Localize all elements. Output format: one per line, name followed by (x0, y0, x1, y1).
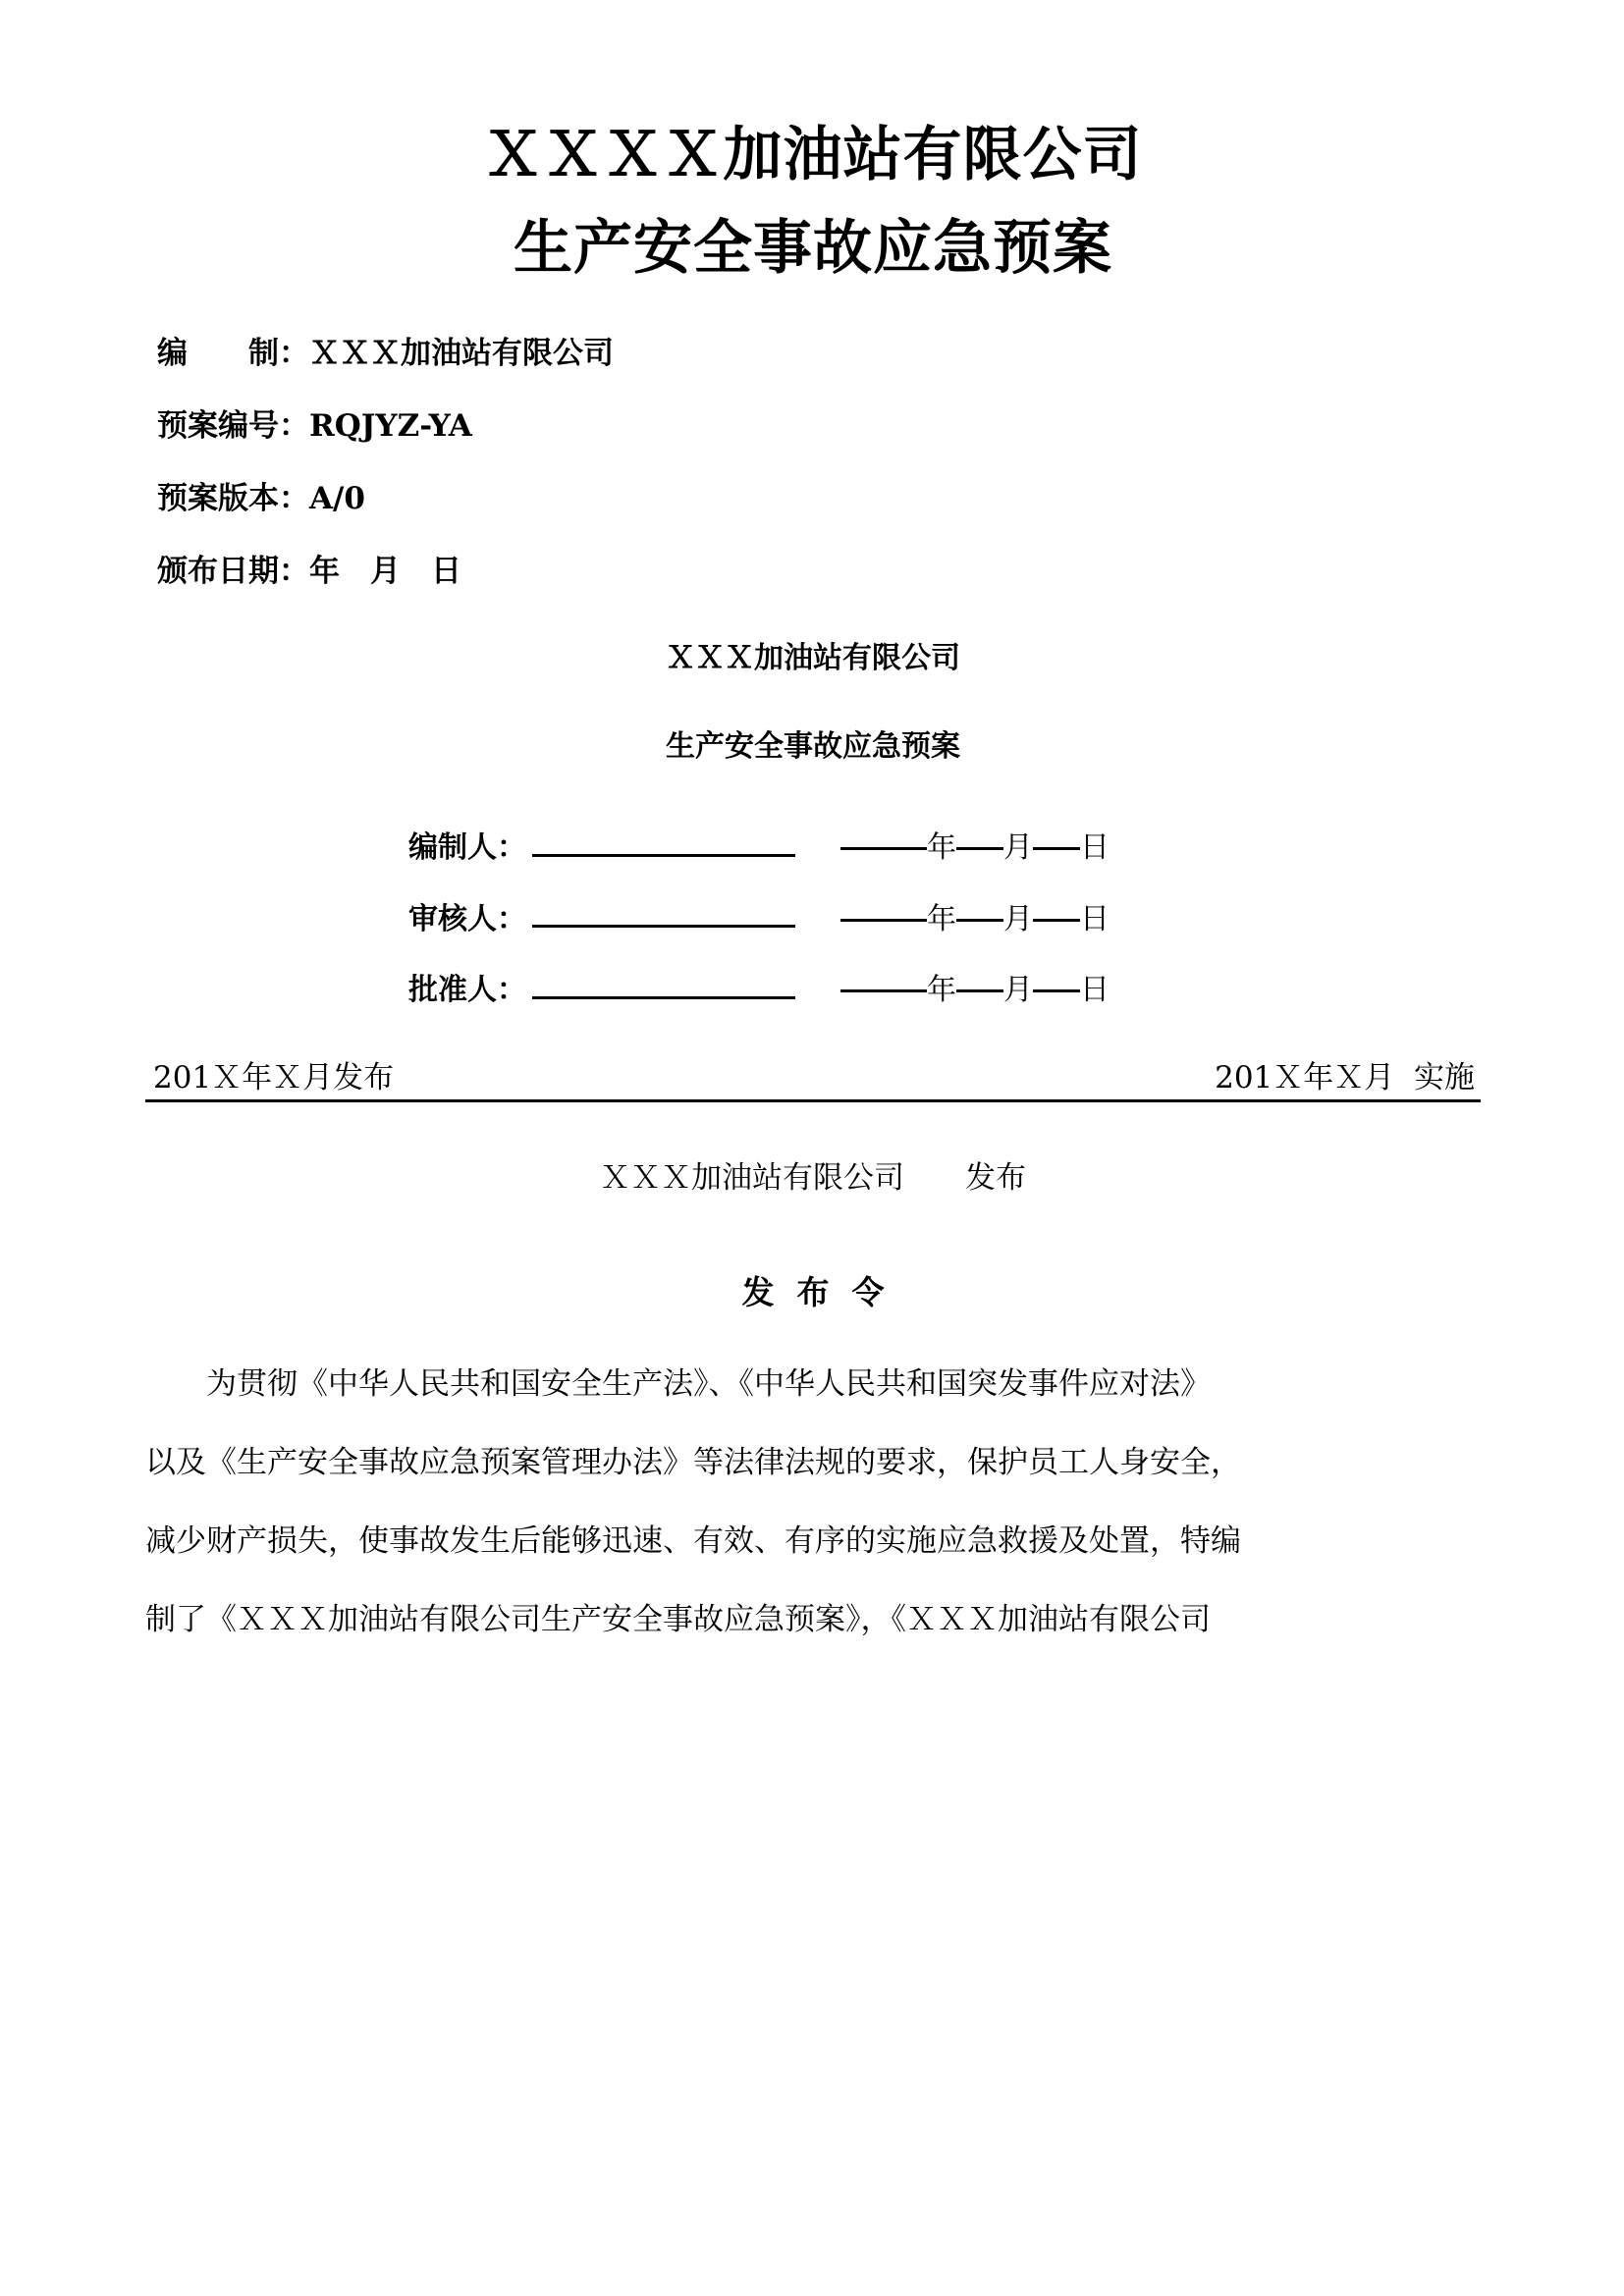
date-day-blank[interactable] (1033, 989, 1080, 992)
date-day-label: 日 (1080, 973, 1110, 1007)
signature-row-reviewer (145, 901, 1481, 936)
signature-blank-reviewer[interactable] (532, 925, 795, 928)
signature-block (145, 832, 1481, 1006)
signature-date-approver (840, 975, 1110, 1006)
metadata-row-plan-number: 预案编号：RQJYZ-YA (157, 408, 472, 444)
signature-row-approver (145, 975, 1481, 1006)
metadata-row-issue-date: 颁布日期：年 月 日 (157, 554, 461, 589)
section-heading-release-order: 发 布 令 (741, 1272, 885, 1311)
page-title-line-1: ＸＸＸＸ加油站有限公司 (483, 121, 1143, 189)
paragraph-line: 为贯彻《中华人民共和国安全生产法》、《中华人民共和国突发事件应对法》 (206, 1365, 1211, 1402)
signature-row-compiler (145, 832, 1481, 864)
date-year-blank[interactable] (840, 847, 927, 850)
signature-blank-compiler[interactable] (532, 854, 795, 857)
date-month-label: 月 (1003, 901, 1033, 936)
document-content (145, 0, 1481, 1683)
page-title-line-2: 生产安全事故应急预案 (514, 214, 1112, 283)
publisher-line: ＸＸＸ加油站有限公司 发布 (600, 1159, 1026, 1196)
signature-date-reviewer (840, 901, 1110, 936)
issue-implement-row (145, 1046, 1481, 1102)
date-month-label: 月 (1003, 973, 1033, 1007)
date-year-label: 年 (927, 830, 956, 865)
plan-name: 生产安全事故应急预案 (666, 729, 960, 764)
metadata-block (145, 336, 1481, 589)
signature-date-compiler (840, 832, 1110, 864)
date-month-label: 月 (1003, 830, 1033, 865)
implement-date-text: 201Ｘ年Ｘ月 实施 (1215, 1059, 1475, 1095)
date-year-label: 年 (927, 973, 956, 1007)
paragraph-line: 制了《ＸＸＸ加油站有限公司生产安全事故应急预案》，《ＸＸＸ加油站有限公司 (145, 1601, 1211, 1637)
organization-name: ＸＸＸ加油站有限公司 (666, 641, 960, 675)
date-day-label: 日 (1080, 830, 1110, 865)
date-day-blank[interactable] (1033, 847, 1080, 850)
release-order-paragraph (145, 1365, 1481, 1637)
date-month-blank[interactable] (956, 919, 1003, 922)
date-year-blank[interactable] (840, 989, 927, 992)
paragraph-line: 以及《生产安全事故应急预案管理办法》等法律法规的要求，保护员工人身安全， (145, 1444, 1241, 1480)
date-year-label: 年 (927, 901, 956, 936)
date-month-blank[interactable] (956, 847, 1003, 850)
date-day-label: 日 (1080, 901, 1110, 936)
issue-date-text: 201Ｘ年Ｘ月发布 (153, 1059, 395, 1095)
date-year-blank[interactable] (840, 919, 927, 922)
signature-label-reviewer: 审核人： (408, 901, 526, 936)
date-month-blank[interactable] (956, 989, 1003, 992)
signature-blank-approver[interactable] (532, 996, 795, 999)
paragraph-line: 减少财产损失，使事故发生后能够迅速、有效、有序的实施应急救援及处置，特编 (145, 1522, 1241, 1559)
signature-label-approver: 批准人： (408, 973, 526, 1007)
metadata-row-compiler: 编 制：ＸＸＸ加油站有限公司 (157, 336, 614, 371)
date-day-blank[interactable] (1033, 919, 1080, 922)
signature-label-compiler: 编制人： (408, 830, 526, 865)
metadata-row-plan-version: 预案版本：A/0 (157, 481, 365, 516)
